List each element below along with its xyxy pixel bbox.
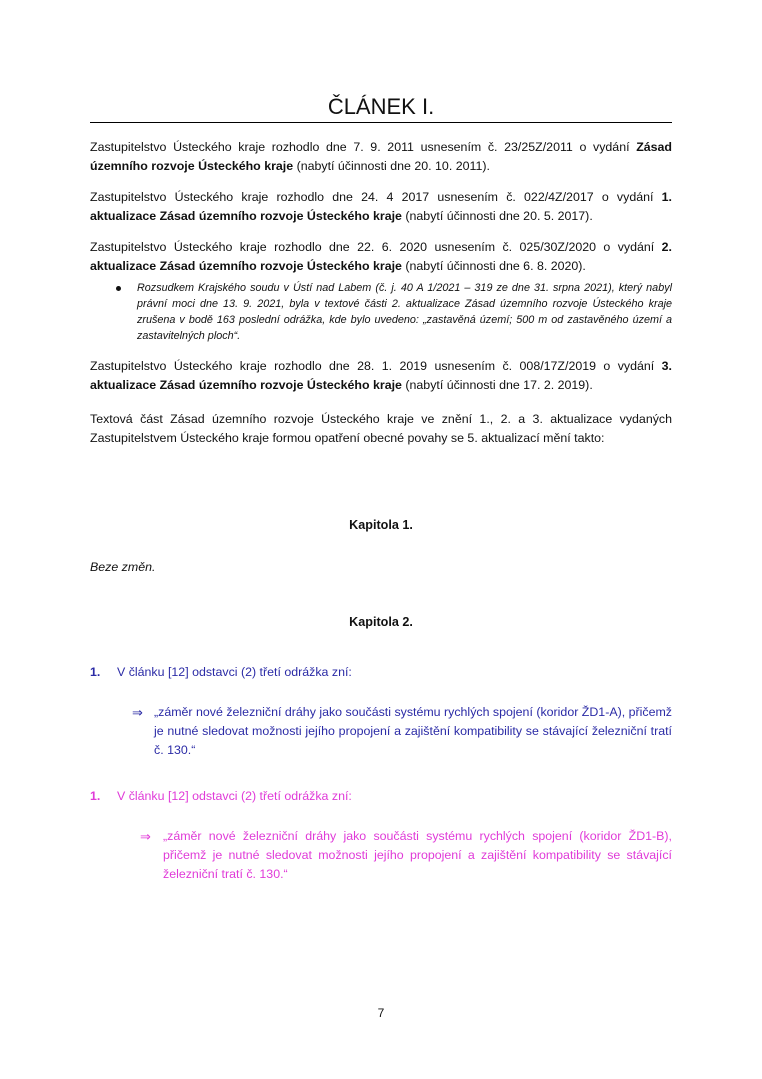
paragraph-3-tail: (nabytí účinnosti dne 6. 8. 2020).	[401, 259, 586, 273]
court-ruling-note: Rozsudkem Krajského soudu v Ústí nad Labem (č. j. 40 A 1/2021 – 319 ze dne 31. srpna 2021), který nabyl právní moci dne 13. 9. 2021, byla v textové části 2. aktualizace Zásad územního rozvoje Ústeckého kraje zrušena v bodě 163 poslední odrážka, kde bylo uvedeno: „zastavěná území; 500 m od zastavěného území a zastavitelných ploch“.	[137, 282, 672, 342]
paragraph-2-text: Zastupitelstvo Ústeckého kraje rozhodlo dne 24. 4 2017 usnesením č. 022/4Z/2017 o vydání	[90, 190, 662, 204]
paragraph-3	[90, 238, 672, 276]
paragraph-1-bold: Zásad územního rozvoje Ústeckého kraje	[90, 140, 672, 173]
item-1-quote: „záměr nové železniční dráhy jako součásti systému rychlých spojení (koridor ŽD1-A), přičemž je nutné sledovat možnosti jejího propojení a zajištění kompatibility se stávající železniční tratí č. 130.“	[154, 705, 672, 757]
item-1-number: 1.	[90, 665, 101, 679]
item-1-intro: V článku [12] odstavci (2) třetí odrážka zní:	[117, 665, 352, 679]
title-underline	[90, 122, 672, 123]
paragraph-4-bold: 3. aktualizace Zásad územního rozvoje Ústeckého kraje	[90, 359, 672, 392]
paragraph-1	[90, 138, 672, 176]
chapter-1-heading: Kapitola 1.	[349, 518, 413, 532]
paragraph-4-text: Zastupitelstvo Ústeckého kraje rozhodlo dne 28. 1. 2019 usnesením č. 008/17Z/2019 o vydání	[90, 359, 662, 373]
paragraph-2-bold: 1. aktualizace Zásad územního rozvoje Ústeckého kraje	[90, 190, 672, 223]
paragraph-1-text: Zastupitelstvo Ústeckého kraje rozhodlo dne 7. 9. 2011 usnesením č. 23/25Z/2011 o vydání	[90, 140, 637, 154]
item-2-number: 1.	[90, 789, 101, 803]
paragraph-5: Textová část Zásad územního rozvoje Ústeckého kraje ve znění 1., 2. a 3. aktualizace vydaných Zastupitelstvem Ústeckého kraje formou opatření obecné povahy se 5. aktualizací mění takto:	[90, 412, 672, 445]
item-2-quote: „záměr nové železniční dráhy jako součásti systému rychlých spojení (koridor ŽD1-B), přičemž je nutné sledovat možnosti jejího propojení a zajištění kompatibility se stávající železniční tratí č. 130.“	[163, 829, 672, 881]
implies-arrow-icon: ⇒	[140, 829, 151, 844]
paragraph-2	[90, 188, 672, 226]
paragraph-1-tail: (nabytí účinnosti dne 20. 10. 2011).	[293, 159, 490, 173]
paragraph-2-tail: (nabytí účinnosti dne 20. 5. 2017).	[401, 209, 593, 223]
paragraph-4	[90, 357, 672, 395]
paragraph-4-tail: (nabytí účinnosti dne 17. 2. 2019).	[401, 378, 593, 392]
article-title: ČLÁNEK I.	[327, 94, 435, 119]
chapter-1-text: Beze změn.	[90, 560, 156, 574]
item-2-intro: V článku [12] odstavci (2) třetí odrážka zní:	[117, 789, 352, 803]
paragraph-3-bold: 2. aktualizace Zásad územního rozvoje Ústeckého kraje	[90, 240, 672, 273]
paragraph-3-text: Zastupitelstvo Ústeckého kraje rozhodlo dne 22. 6. 2020 usnesením č. 025/30Z/2020 o vydání	[90, 240, 662, 254]
bullet-dot	[116, 286, 121, 291]
implies-arrow-icon: ⇒	[132, 705, 143, 720]
page-number: 7	[377, 1006, 385, 1020]
chapter-2-heading: Kapitola 2.	[349, 615, 413, 629]
